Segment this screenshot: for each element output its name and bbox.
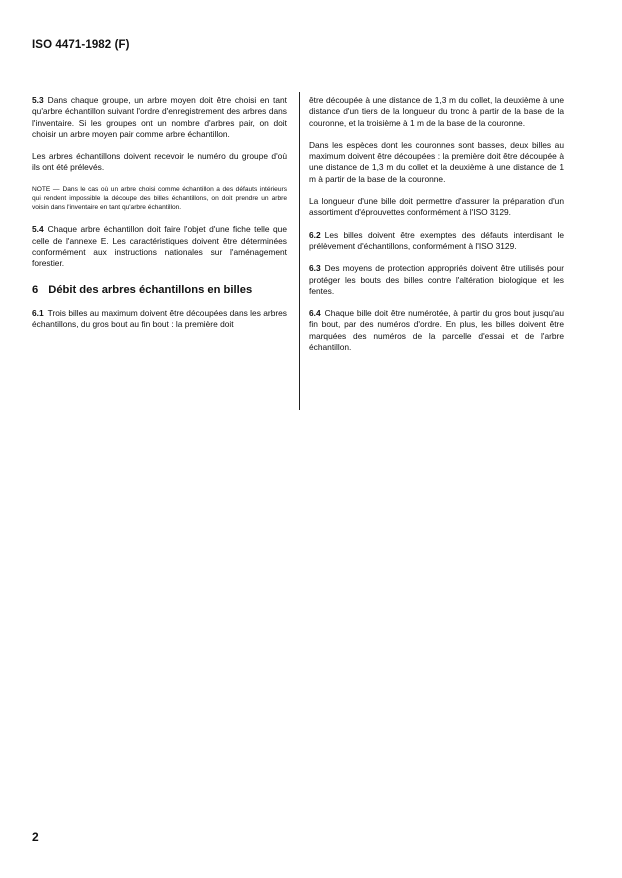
- document-header: ISO 4471-1982 (F): [32, 39, 130, 51]
- clause-6-1-length: [309, 196, 564, 219]
- clause-number: 6.4: [309, 308, 321, 319]
- clause-number: 6.3: [309, 263, 321, 274]
- left-column: [32, 95, 287, 341]
- clause-5-3-continued: [32, 151, 287, 174]
- note-label: NOTE —: [32, 185, 60, 193]
- clause-text: Les billes doivent être exemptes des défauts interdisant le prélèvement d'échantillons, conformément à l'ISO 3129.: [309, 229, 564, 251]
- clause-6-1-low-crowns: [309, 140, 564, 185]
- clause-number: 5.3: [32, 95, 44, 105]
- clause-6-1: [32, 308, 287, 331]
- clause-text: La longueur d'une bille doit permettre d'assurer la préparation d'un assortiment d'éprouvettes conformément à l'ISO 3129.: [309, 196, 564, 218]
- clause-text: Des moyens de protection appropriés doivent être utilisés pour protéger les bouts des billes contre l'altération biologique et les fentes.: [309, 263, 564, 296]
- right-column: [309, 95, 564, 364]
- note: [32, 185, 287, 213]
- clause-text: Chaque bille doit être numérotée, à partir du gros bout jusqu'au fin bout, par des numéros d'ordre. En plus, les billes doivent être marquées des numéros de la parcelle d'essai et de l'arbre échantillon.: [309, 308, 564, 353]
- clause-text: Chaque arbre échantillon doit faire l'objet d'une fiche telle que celle de l'annexe E. Les caractéristiques doivent être déterminées conformément aux instructions nationales sur l'aménagement forestier.: [32, 224, 287, 269]
- clause-6-2: [309, 230, 564, 253]
- clause-text: Dans chaque groupe, un arbre moyen doit être choisi en tant qu'arbre échantillon suivant l'ordre d'enregistrement des arbres dans l'inventaire. Si les groupes ont un nombre d'arbres pair, on doit choisir un arbre moyen pair comme arbre échantillon.: [32, 95, 287, 139]
- clause-text: Trois billes au maximum doivent être découpées dans les arbres échantillons, du gros bout au fin bout : la première doit: [32, 307, 287, 329]
- section-heading-6: [32, 284, 287, 296]
- clause-5-4: [32, 224, 287, 269]
- section-number: 6: [32, 283, 39, 296]
- clause-5-3: [32, 95, 287, 140]
- clause-6-1-continued: [309, 95, 564, 129]
- section-title: Débit des arbres échantillons en billes: [48, 283, 253, 296]
- clause-number: 6.2: [309, 229, 321, 240]
- note-text: Dans le cas où un arbre choisi comme échantillon a des défauts intérieurs qui rendent impossible la découpe des billes échantillons, on doit prendre un arbre voisin dans l'inventaire en tant qu'arbre échantillon.: [32, 185, 287, 212]
- clause-number: 6.1: [32, 307, 44, 318]
- clause-6-3: [309, 263, 564, 297]
- clause-text: Les arbres échantillons doivent recevoir le numéro du groupe d'où ils ont été prélevés.: [32, 151, 287, 173]
- clause-text: Dans les espèces dont les couronnes sont basses, deux billes au maximum doivent être découpées : la première doit être découpée à une distance de 1,3 m du collet et la deuxième à une distance de 1 m à partir de la base de la couronne.: [309, 139, 564, 184]
- page-number: 2: [32, 830, 39, 844]
- clause-6-4: [309, 308, 564, 353]
- clause-number: 5.4: [32, 224, 44, 235]
- clause-text: être découpée à une distance de 1,3 m du collet, la deuxième à une distance d'un tiers de la longueur du tronc à partir de la base de la couronne, et la troisième à 1 m de la base de la couronne.: [309, 95, 564, 128]
- column-divider: [299, 92, 300, 410]
